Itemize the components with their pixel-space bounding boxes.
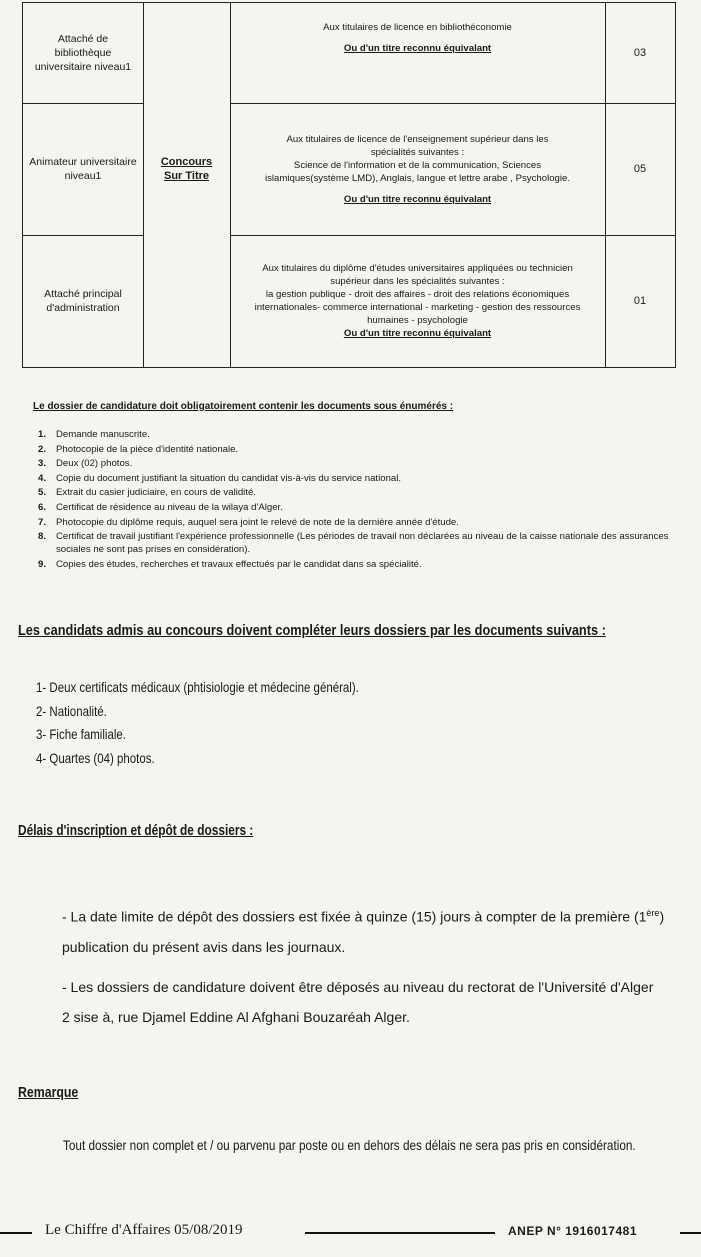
admis-list <box>36 676 359 770</box>
list-number: 8. <box>38 531 47 543</box>
list-item <box>38 443 678 458</box>
delais-heading: Délais d'inscription et dépôt de dossiers : <box>18 823 254 839</box>
list-item: 2- Nationalité. <box>36 702 107 719</box>
list-number: 1. <box>38 429 47 440</box>
table-row-nombre: 03 <box>633 47 647 59</box>
list-number: 7. <box>38 516 47 528</box>
table-row-conditions <box>230 103 605 235</box>
condition-text: Science de l'information et de la communication, Sciences islamiques(système LMD), Anglais, langue et lettre arabe , Psychologie. <box>264 159 570 184</box>
list-text: Demande manuscrite. <box>56 429 150 440</box>
list-text: Photocopie de la pièce d'identité nationale. <box>56 443 239 455</box>
table-row-poste: Animateur universitaire niveau1 <box>29 156 137 182</box>
condition-text: la gestion publique - droit des affaires - droit des relations économiques internationales- commerce international - marketing - gestion des ressources humaines - psychologie <box>254 289 581 326</box>
footer <box>0 1222 701 1242</box>
dossier-heading: Le dossier de candidature doit obligatoirement contenir les documents sous énumérés : <box>33 401 454 412</box>
list-item <box>38 558 678 573</box>
table-row-nombre: 05 <box>633 163 647 175</box>
list-item: 1- Deux certificats médicaux (phtisiologie et médecine général). <box>36 679 359 695</box>
list-text: Copie du document justifiant la situation du candidat vis-à-vis du service national. <box>56 472 402 484</box>
list-item <box>38 501 678 516</box>
list-number: 5. <box>38 487 47 499</box>
list-item <box>38 516 678 531</box>
dossier-list <box>38 428 678 573</box>
list-item <box>38 530 678 556</box>
equivalent-text: Ou d'un titre reconnu équivalant <box>343 328 492 339</box>
list-number: 3. <box>38 458 47 470</box>
list-item: 3- Fiche familiale. <box>36 726 126 742</box>
table-row-poste: Attaché principal d'administration <box>44 288 122 314</box>
footer-rule <box>0 1232 32 1234</box>
recruitment-table <box>22 2 676 368</box>
mode-recrutement-label: Concours Sur Titre <box>160 156 213 182</box>
delais-paragraph <box>62 898 665 962</box>
delais-text: ) publication du présent avis dans les journaux. <box>62 908 665 955</box>
equivalent-text: Ou d'un titre reconnu équivalant <box>343 43 492 54</box>
list-item <box>38 428 678 443</box>
list-text: Extrait du casier judiciaire, en cours de validité. <box>56 487 256 499</box>
delais-paragraph: - Les dossiers de candidature doivent être déposés au niveau du rectorat de l'Université d'Alger 2 sise à, rue Djamel Eddine Al Afghani Bouzaréah Alger. <box>62 979 654 1025</box>
footer-rule <box>680 1232 701 1234</box>
footer-rule <box>305 1232 495 1234</box>
list-number: 2. <box>38 443 47 455</box>
condition-text: Aux titulaires du diplôme d'études universitaires appliquées ou technicien supérieur dans les spécialités suivantes : <box>262 263 573 287</box>
equivalent-text: Ou d'un titre reconnu équivalant <box>343 193 492 205</box>
footer-publication: Le Chiffre d'Affaires 05/08/2019 <box>45 1222 243 1238</box>
delais-text: - La date limite de dépôt des dossiers est fixée à quinze (15) jours à compter de la première (1 <box>62 908 647 925</box>
list-text: Copies des études, recherches et travaux effectués par le candidat dans sa spécialité. <box>56 559 422 571</box>
list-item <box>38 472 678 487</box>
remarque-heading: Remarque <box>18 1085 79 1101</box>
footer-anep: ANEP N° 1916017481 <box>508 1224 637 1238</box>
mode-recrutement <box>143 103 230 235</box>
list-text: Certificat de travail justifiant l'expérience professionnelle (Les périodes de travail non déclarées au niveau de la caisse nationale des assurances sociales ne sont pas prises en considération). <box>56 531 669 556</box>
list-item: 4- Quartes (04) photos. <box>36 749 155 766</box>
list-item <box>38 486 678 501</box>
delais-sup: ère <box>646 908 660 918</box>
condition-text: Aux titulaires de licence en bibliothéconomie <box>323 22 512 33</box>
list-item <box>38 457 678 472</box>
table-row-poste: Attaché de bibliothèque universitaire niveau1 <box>34 33 132 73</box>
list-number: 4. <box>38 472 47 484</box>
list-number: 6. <box>38 501 47 513</box>
list-text: Certificat de résidence au niveau de la wilaya d'Alger. <box>56 501 283 513</box>
table-row-nombre: 01 <box>633 295 647 307</box>
list-number: 9. <box>38 559 47 571</box>
table-row-conditions <box>230 235 605 367</box>
list-text: Deux (02) photos. <box>56 458 133 470</box>
list-text: Photocopie du diplôme requis, auquel sera joint le relevé de note de la dernière année d'étude. <box>56 516 459 528</box>
admis-heading: Les candidats admis au concours doivent compléter leurs dossiers par les documents suivants : <box>18 623 606 639</box>
condition-text: Aux titulaires de licence de l'enseignement supérieur dans les spécialités suivantes : <box>286 133 549 158</box>
remarque-text: Tout dossier non complet et / ou parvenu par poste ou en dehors des délais ne sera pas pris en considération. <box>63 1137 636 1153</box>
table-row-conditions <box>230 3 605 103</box>
